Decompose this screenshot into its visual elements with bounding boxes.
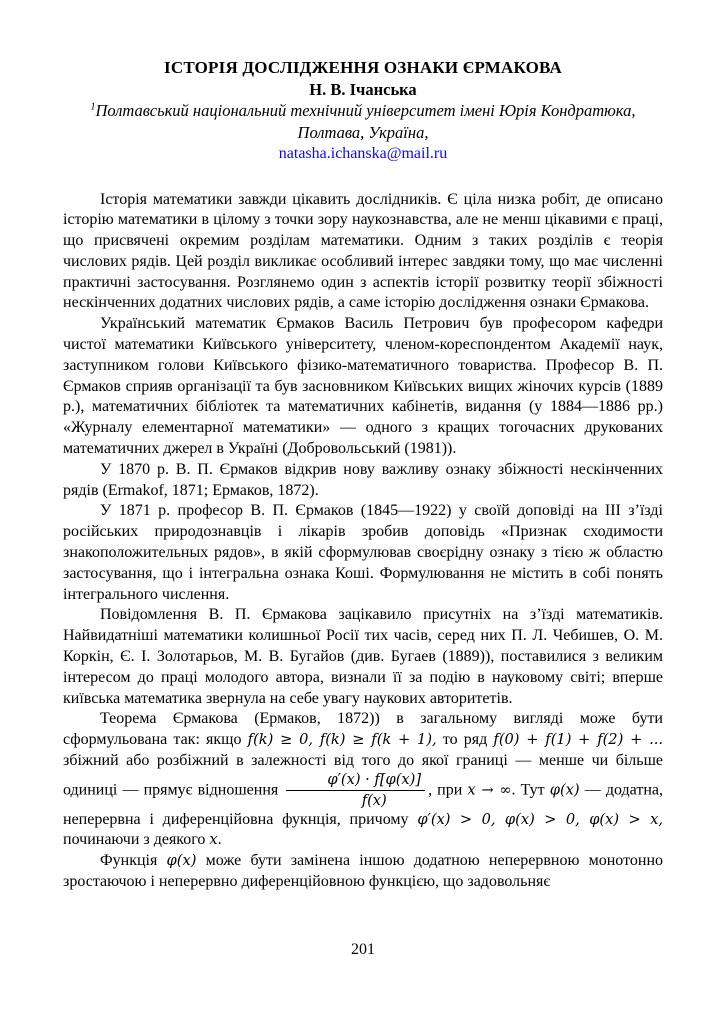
affiliation-superscript: 1 (90, 101, 96, 113)
paragraph: Історія математики завжди цікавить дослідників. Є ціла низка робіт, де описано історію математики в цілому з точки зору наукознавства, але не менш цікавими є праці, що присвячені окремим розділам математики. Одним з таких розділів є теорія числових рядів. Цей розділ викликає особливий інтерес завдяки тому, що має численні практичні застосування. Розглянемо один з аспектів історії розвитку теорії збіжності нескінченних додатних числових рядів, а саме історію дослідження ознаки Єрмакова. (63, 190, 663, 312)
paragraph: Теорема Єрмакова (Ермаков, 1872)) в загальному вигляді може бути сформульована так: якщо f(k) ≥ 0, f(k) ≥ f(k + 1), то ряд f(0) + f(1) + f(2) + ... збіжний або розбіжний в залежності від того до якої границі — менше чи більше одиниці — прямує відношення $\frac{\varphi'(x) \cdot f[\varphi(x)]}{f(x)}$ , при x → ∞. Тут φ(x) — додатна, неперервна і диференційовна фукнція, причому φ′(x) > 0, φ(x) > 0, φ(x) > x, починаючи з деякого x. (63, 710, 664, 849)
math-inline: φ(x) (549, 781, 580, 799)
document-header (63, 57, 663, 165)
fraction-denominator: f(x) (361, 792, 387, 810)
email-line (63, 143, 663, 165)
body-text (63, 190, 663, 893)
paragraph: Український математик Єрмаков Василь Петрович був професором кафедри чистої математики Київського університету, членом-кореспондентом Академії наук, заступником голови Київського фізико-математичного товариства. Професор В. П. Єрмаков сприяв організації та був засновником Київських вищих жіночих курсів (1889 р.), математичних бібліотек та математичних кабінетів, видання (у 1884—1886 рр.) «Журналу елементарної математики» — одного з кращих тогочасних друкованих математичних джерел в Україні (Добровольський (1981)). (63, 315, 663, 458)
math-inline: φ′(x) > 0, φ(x) > 0, φ(x) > x, (417, 810, 663, 828)
math-inline: f(0) + f(1) + f(2) + ... (493, 731, 664, 749)
paragraph: У 1871 р. професор В. П. Єрмаков (1845—1922) у своїй доповіді на ІІІ з’їзді російських природознавців і лікарів зробив доповідь «Признак сходимости знакоположительных рядов», в якій сформулював своєрідну ознаку з тією ж областю застосування, що і інтегральна ознака Коші. Формулювання не містить в собі понять інтегрального числення. (63, 502, 663, 603)
affiliation-text: Полтавський національний технічний університет імені Юрія Кондратюка, (95, 101, 636, 120)
affiliation-line-1 (63, 100, 663, 122)
math-inline: x (209, 831, 218, 849)
affiliation-line-2: Полтава, Україна, (297, 122, 429, 142)
paragraph: У 1870 р. В. П. Єрмаков відкрив нову важливу ознаку збіжності нескінченних рядів (Ermakof, 1871; Ермаков, 1872). (63, 460, 663, 499)
paragraph: Функція φ(x) може бути замінена іншою додатною неперервною монотонно зростаючою і неперервно диференційовною функцією, що задовольняє (63, 852, 664, 890)
email-link[interactable]: natasha.ichanska@mail.ru (278, 145, 448, 162)
math-inline: φ(x) (166, 852, 197, 870)
math-inline: x → ∞ (467, 781, 512, 799)
page-number: 201 (351, 941, 375, 958)
document-title: ІСТОРІЯ ДОСЛІДЖЕННЯ ОЗНАКИ ЄРМАКОВА (164, 58, 562, 77)
math-fraction (286, 772, 425, 810)
author-name: Н. В. Ічанська (309, 79, 417, 99)
paragraph: Повідомлення В. П. Єрмакова зацікавило присутніх на з’їзді математиків. Найвидатніші математики колишньої Росії тих часів, серед них П. Л. Чебишев, О. М. Коркін, Є. І. Золотарьов, М. В. Бугайов (див. Бугаев (1889)), поставилися з великим інтересом до праці молодого автора, визнали її за подію в науковому світі; вперше київська математика звернула на себе увагу наукових авторитетів. (63, 606, 663, 707)
fraction-numerator: φ′(x) · f[φ(x)] (286, 772, 425, 791)
math-inline: f(k) ≥ 0, f(k) ≥ f(k + 1), (247, 731, 437, 749)
